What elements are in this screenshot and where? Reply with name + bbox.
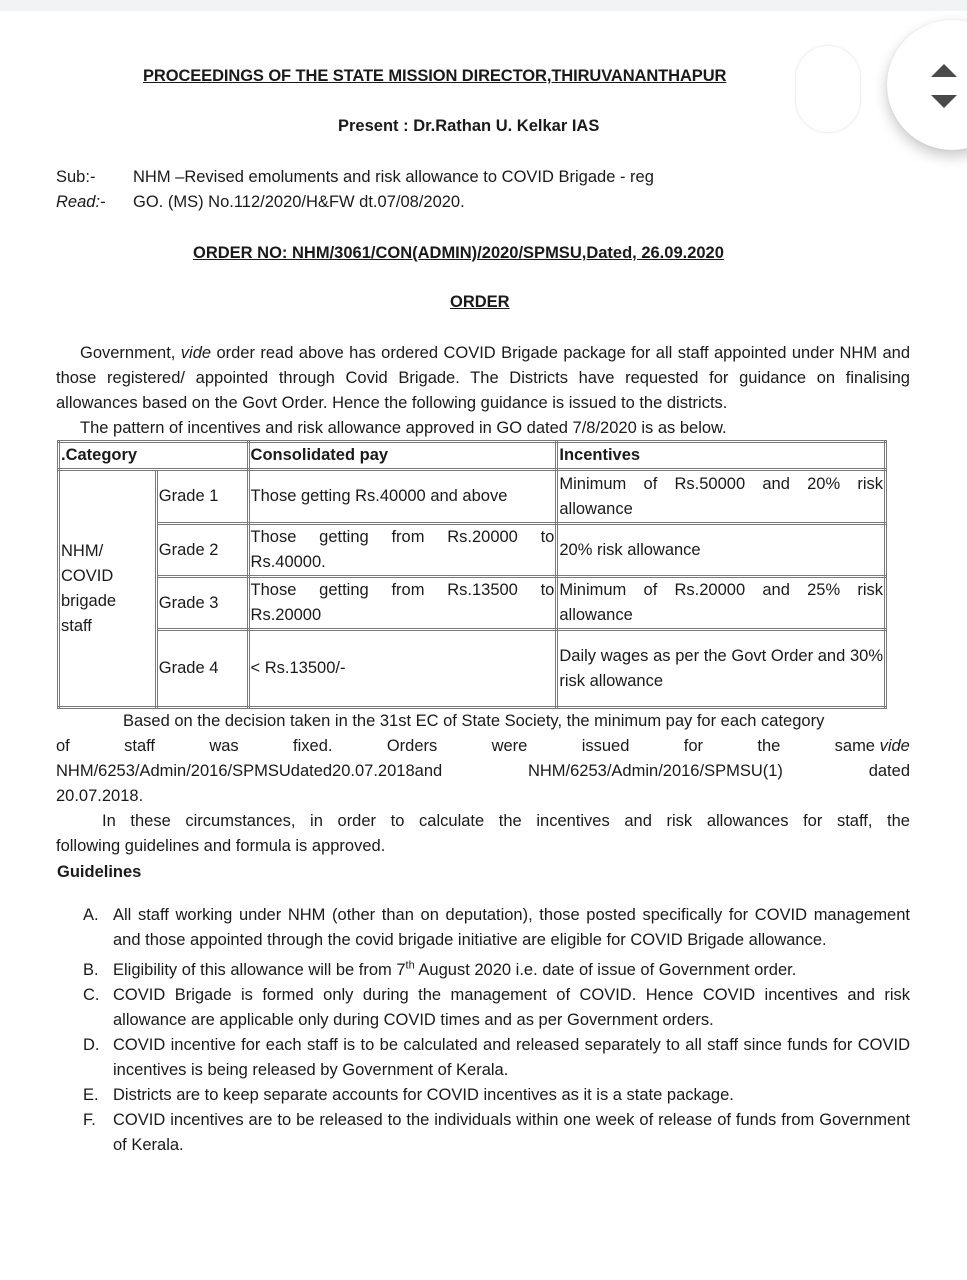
subject-label: Sub:-: [56, 168, 96, 186]
decision-line-3: [56, 759, 910, 784]
word: were: [491, 737, 528, 755]
grade-cell: Grade 3: [156, 577, 248, 630]
word: of: [56, 737, 70, 755]
header-incentives: Incentives: [557, 442, 886, 470]
guideline-text: All staff working under NHM (other than on deputation), those posted specifically for COVID management and those appointed through the covid brigade initiative are eligible for COVID Brigade allowance.: [113, 906, 910, 949]
chevron-up-icon[interactable]: [931, 64, 957, 77]
italic-vide: vide: [879, 737, 910, 755]
list-marker: F.: [83, 1111, 96, 1129]
word: staff: [124, 737, 155, 755]
staff-group-cell: NHM/ COVID brigade staff: [59, 470, 157, 708]
decision-line-4: 20.07.2018.: [56, 787, 144, 805]
guideline-item: [80, 958, 910, 983]
decision-line-2: [56, 734, 910, 759]
incentive-cell: 20% risk allowance: [557, 524, 886, 577]
pay-cell: Those getting Rs.40000 and above: [248, 470, 557, 524]
list-marker: A.: [83, 906, 99, 924]
word: Orders: [386, 737, 438, 755]
word-group: [835, 734, 910, 759]
guidelines-heading: Guidelines: [57, 863, 142, 881]
incentive-cell: Minimum of Rs.50000 and 20% risk allowance: [557, 470, 886, 524]
intro-text-last: The pattern of incentives and risk allowance approved in GO dated 7/8/2020 is as below.: [80, 419, 727, 437]
guideline-text: August 2020 i.e. date of issue of Government order.: [414, 961, 797, 979]
read-label: Read:-: [56, 193, 106, 211]
word: same: [834, 737, 875, 755]
order-reference-1: NHM/6253/Admin/2016/SPMSUdated20.07.2018and: [56, 762, 443, 780]
pay-cell: Those getting from Rs.13500 to Rs.20000: [248, 577, 557, 630]
guideline-text: COVID incentive for each staff is to be calculated and released separately to all staff since funds for COVID incentives is being released by Government of Kerala.: [113, 1036, 910, 1079]
present-line: Present : Dr.Rathan U. Kelkar IAS: [338, 117, 600, 135]
table-row: [59, 577, 886, 630]
grade-cell: Grade 4: [156, 630, 248, 708]
guideline-item: [80, 1083, 910, 1108]
word: the: [757, 737, 781, 755]
list-marker: E.: [83, 1086, 99, 1104]
intro-paragraph: [56, 341, 910, 441]
decision-line-1: Based on the decision taken in the 31st EC of State Society, the minimum pay for each category: [123, 712, 825, 730]
pay-cell: < Rs.13500/-: [248, 630, 557, 708]
list-marker: C.: [83, 986, 100, 1004]
guideline-text: COVID Brigade is formed only during the management of COVID. Hence COVID incentives and risk allowance are applicable only during COVID times and as per Government orders.: [113, 986, 910, 1029]
grade-cell: Grade 2: [156, 524, 248, 577]
guideline-text: Districts are to keep separate accounts for COVID incentives as it is a state package.: [113, 1086, 734, 1104]
word: was: [209, 737, 239, 755]
chevron-down-icon[interactable]: [931, 95, 957, 108]
pay-cell: Those getting from Rs.20000 to Rs.40000.: [248, 524, 557, 577]
guidelines-list: [80, 903, 910, 1158]
order-heading: ORDER: [450, 293, 510, 311]
word: for: [683, 737, 704, 755]
guideline-item: [80, 983, 910, 1033]
grade-cell: Grade 1: [156, 470, 248, 524]
intro-italic-vide: vide: [180, 344, 212, 362]
word: dated: [868, 762, 910, 780]
read-text: GO. (MS) No.112/2020/H&FW dt.07/08/2020.: [133, 193, 465, 211]
list-marker: D.: [83, 1036, 100, 1054]
circumstances-line-2: following guidelines and formula is approved.: [56, 837, 386, 855]
order-reference-2: NHM/6253/Admin/2016/SPMSU(1): [527, 762, 783, 780]
guideline-item: [80, 1033, 910, 1083]
guideline-text: Eligibility of this allowance will be from 7: [113, 961, 406, 979]
table-row: [59, 630, 886, 708]
document-title: PROCEEDINGS OF THE STATE MISSION DIRECTOR,THIRUVANANTHAPUR: [143, 67, 727, 85]
viewer-top-bar: [0, 0, 967, 11]
intro-text-1: Government,: [80, 344, 181, 362]
incentive-cell: Daily wages as per the Govt Order and 30% risk allowance: [557, 630, 886, 708]
table-header-row: [59, 442, 886, 470]
word: fixed.: [293, 737, 333, 755]
guideline-text: COVID incentives are to be released to the individuals within one week of release of funds from Government of Kerala.: [113, 1111, 910, 1154]
word: issued: [581, 737, 630, 755]
incentives-table: [57, 440, 887, 709]
superscript: th: [405, 959, 415, 972]
decision-paragraph: [56, 709, 910, 809]
page-indicator-pill[interactable]: [795, 45, 861, 133]
guideline-item: [80, 903, 910, 953]
header-category: .Category: [59, 442, 249, 470]
list-marker: B.: [83, 961, 99, 979]
header-consolidated-pay: Consolidated pay: [248, 442, 557, 470]
guideline-item: [80, 1108, 910, 1158]
table-row: [59, 524, 886, 577]
subject-text: NHM –Revised emoluments and risk allowance to COVID Brigade - reg: [133, 168, 654, 186]
circumstances-paragraph: [56, 809, 910, 859]
order-number: ORDER NO: NHM/3061/CON(ADMIN)/2020/SPMSU,Dated, 26.09.2020: [193, 244, 724, 262]
intro-text-2: order read above has ordered COVID Brigade package for all staff appointed under NHM and those registered/ appointed through Covid Brigade. The Districts have requested for guidance on finalising allowances based on the Govt Order. Hence the following guidance is issued to the districts.: [56, 344, 910, 412]
table-row: [59, 470, 886, 524]
circumstances-line-1: In these circumstances, in order to calculate the incentives and risk allowances for staff, the: [102, 812, 910, 830]
incentive-cell: Minimum of Rs.20000 and 25% risk allowance: [557, 577, 886, 630]
